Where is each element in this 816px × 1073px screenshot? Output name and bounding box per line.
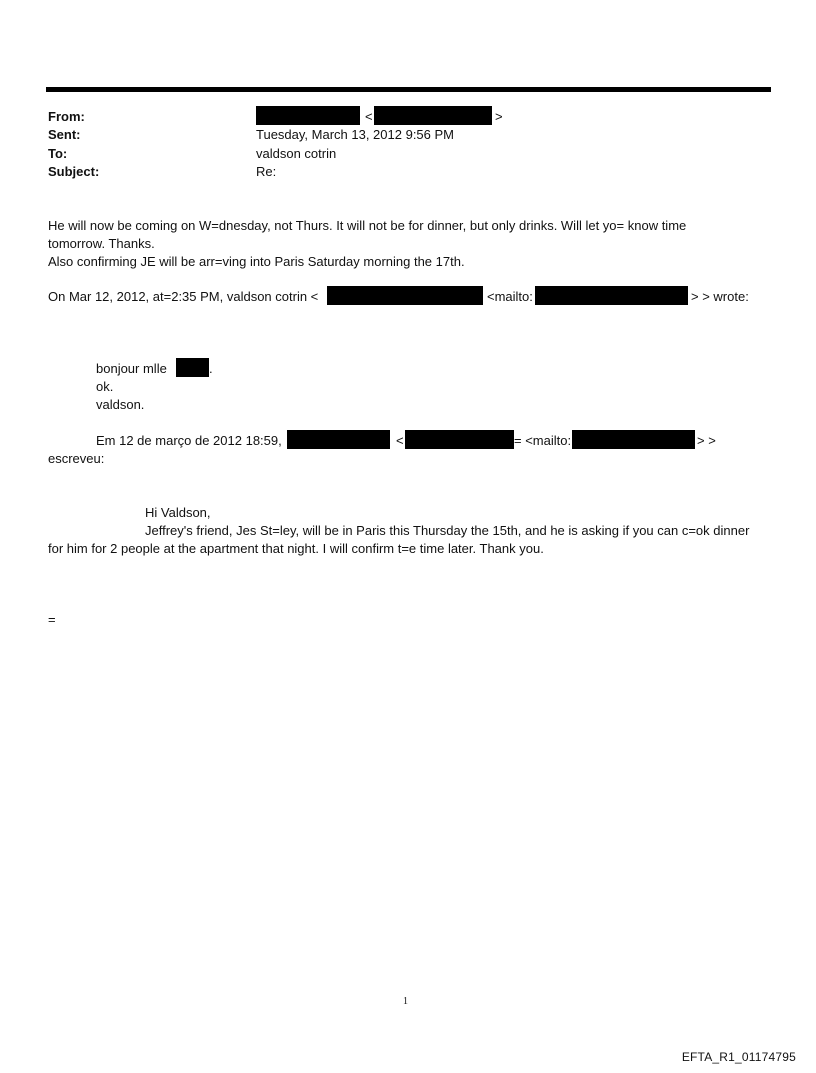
quote1-prefix: On Mar 12, 2012, at=2:35 PM, valdson cotrin <: [48, 289, 319, 304]
reply1-line-2: ok.: [96, 379, 114, 394]
from-close-bracket: >: [495, 109, 503, 124]
redacted-email: [572, 430, 695, 449]
body-line-2: tomorrow. Thanks.: [48, 236, 155, 251]
reply1-line-1-end: .: [209, 361, 213, 376]
original-greeting: Hi Valdson,: [145, 505, 211, 520]
reply1-line-1: bonjour mlle: [96, 361, 167, 376]
redacted-email: [535, 286, 688, 305]
from-label: From:: [48, 109, 85, 124]
to-label: To:: [48, 146, 68, 161]
quote2-prefix: Em 12 de março de 2012 18:59,: [96, 433, 282, 448]
quote2-bracket: <: [396, 433, 404, 448]
redacted-name: [176, 358, 209, 377]
quote1-mailto: <mailto:: [487, 289, 533, 304]
redacted-email: [405, 430, 514, 449]
original-line-1: Jeffrey's friend, Jes St=ley, will be in Paris this Thursday the 15th, and he is asking if you can c=ok dinner: [145, 523, 750, 538]
original-line-2: for him for 2 people at the apartment that night. I will confirm t=e time later. Thank you.: [48, 541, 544, 556]
quote2-line-2: escreveu:: [48, 451, 105, 466]
redacted-sender-email: [374, 106, 492, 125]
body-line-3: Also confirming JE will be arr=ving into Paris Saturday morning the 17th.: [48, 254, 465, 269]
redacted-sender-name: [256, 106, 360, 125]
redacted-name: [287, 430, 390, 449]
subject-value: Re:: [256, 164, 277, 179]
sent-value: Tuesday, March 13, 2012 9:56 PM: [256, 127, 454, 142]
redacted-email: [327, 286, 483, 305]
from-open-bracket: <: [365, 109, 373, 124]
quote2-suffix: > >: [697, 433, 716, 448]
body-line-1: He will now be coming on W=dnesday, not Thurs. It will not be for dinner, but only drinks. Will let yo= know time: [48, 218, 687, 233]
reply1-line-3: valdson.: [96, 397, 145, 412]
document-id: EFTA_R1_01174795: [681, 1050, 796, 1064]
sent-label: Sent:: [48, 127, 81, 142]
trailing-equals: =: [48, 612, 56, 627]
to-value: valdson cotrin: [256, 146, 337, 161]
page-number: 1: [403, 996, 408, 1007]
header-top-rule: [46, 87, 771, 92]
subject-label: Subject:: [48, 164, 100, 179]
quote1-suffix: > > wrote:: [691, 289, 749, 304]
quote2-mailto: = <mailto:: [514, 433, 572, 448]
